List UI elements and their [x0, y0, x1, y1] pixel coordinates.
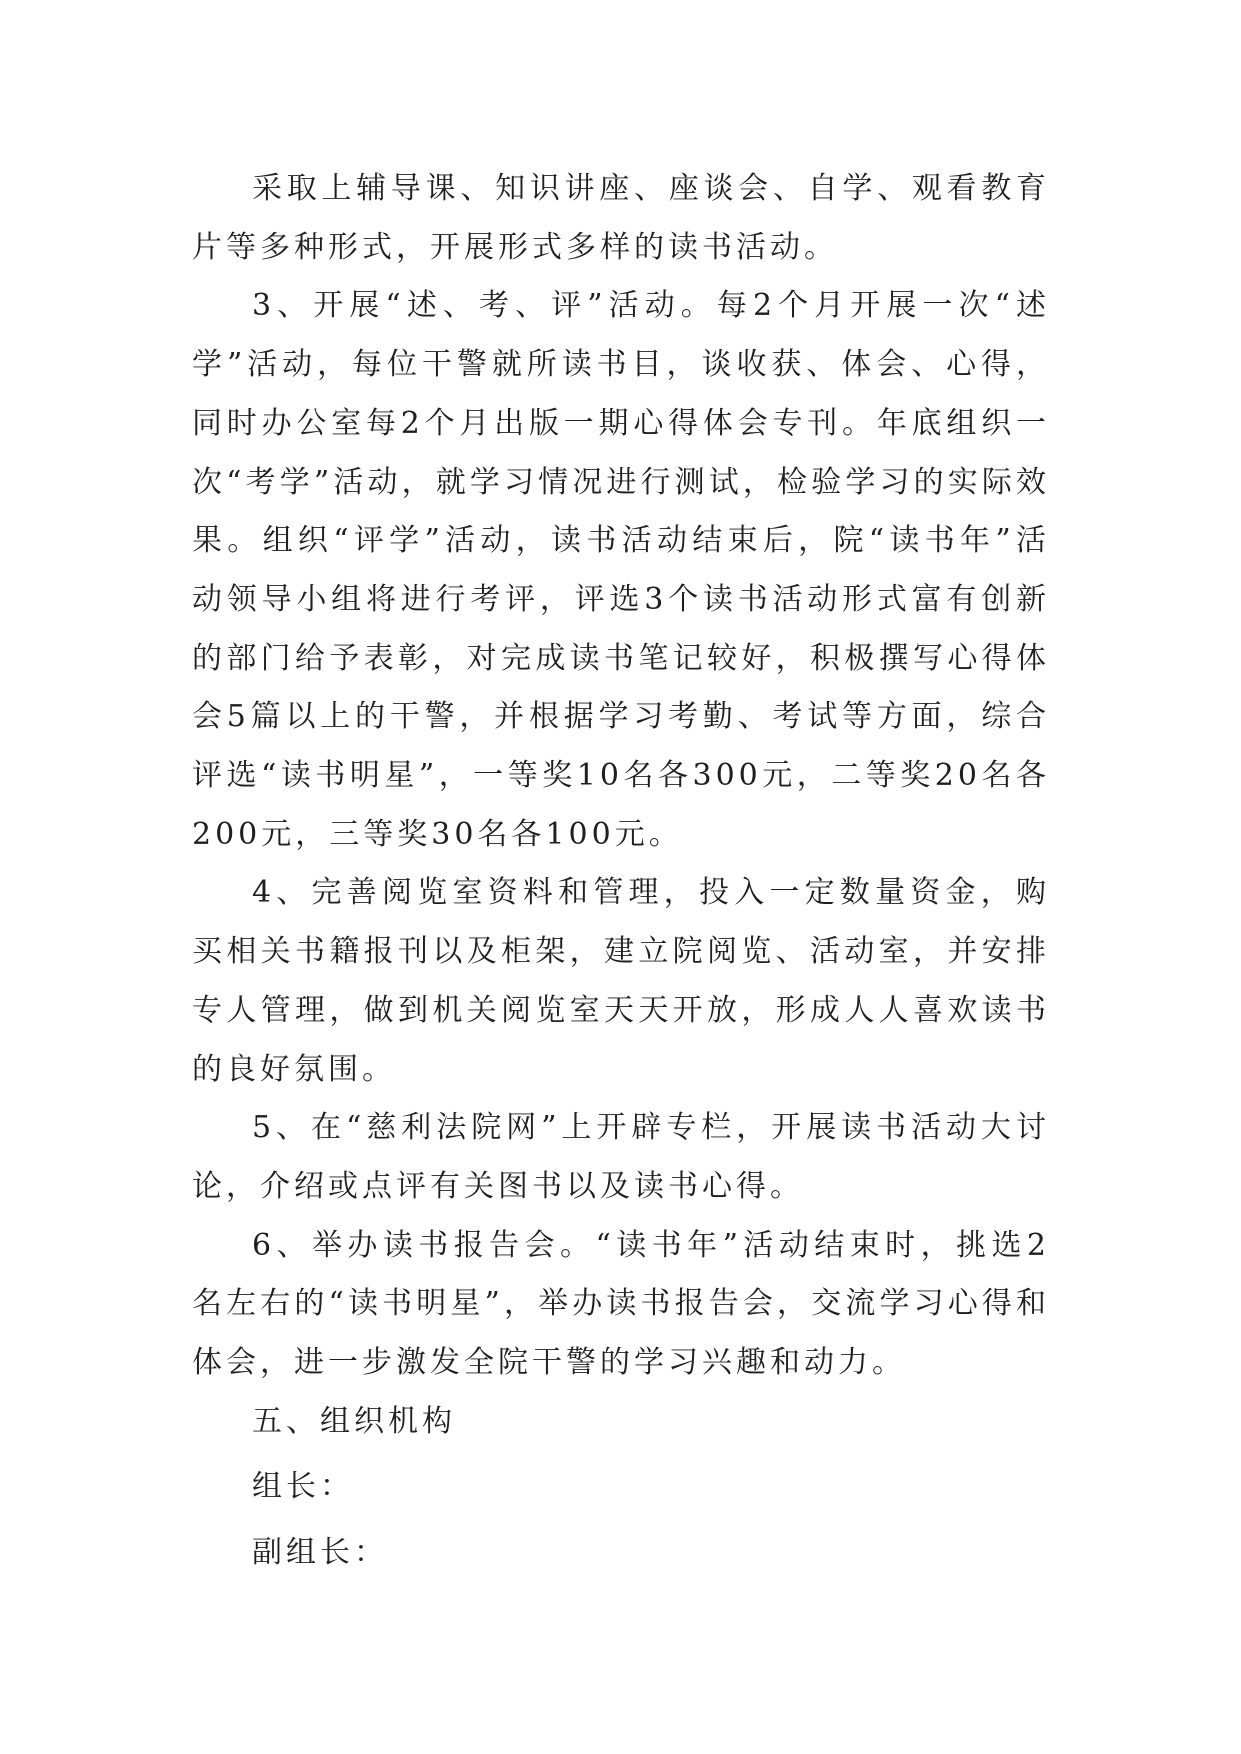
leader-label: 组长： — [252, 1469, 354, 1505]
deputy-leader-label: 副组长： — [252, 1535, 388, 1571]
paragraph-item-3-review-activities: 3、开展“述、考、评”活动。每2个月开展一次“述学”活动，每位干警就所读书目，谈收获、体会、心得，同时办公室每2个月出版一期心得体会专刊。年底组织一次“考学”活动，就学习情况进行测试，检验学习的实际效果。组织“评学”活动，读书活动结束后，院“读书年”活动领导小组将进行考评，评选3个读书活动形式富有创新的部门给予表彰，对完成读书笔记较好，积极撰写心得体会5篇以上的干警，并根据学习考勤、考试等方面，综合评选“读书明星”，一等奖10名各300元，二等奖20名各200元，三等奖30名各100元。 — [192, 288, 1050, 852]
paragraph-item-4-reading-room: 4、完善阅览室资料和管理，投入一定数量资金，购买相关书籍报刊以及柜架，建立院阅览、活动室，并安排专人管理，做到机关阅览室天天开放，形成人人喜欢读书的良好氛围。 — [192, 875, 1050, 1087]
paragraph-item-5-website-column: 5、在“慈利法院网”上开辟专栏，开展读书活动大讨论，介绍或点评有关图书以及读书心得。 — [192, 1110, 1050, 1204]
paragraph-reading-forms: 采取上辅导课、知识讲座、座谈会、自学、观看教育片等多种形式，开展形式多样的读书活动。 — [192, 171, 1050, 265]
document-body — [192, 160, 1050, 1583]
paragraph-item-6-report-meeting: 6、举办读书报告会。“读书年”活动结束时，挑选2名左右的“读书明星”，举办读书报告会，交流学习心得和体会，进一步激发全院干警的学习兴趣和动力。 — [192, 1227, 1050, 1381]
section-heading-organization: 五、组织机构 — [252, 1403, 456, 1439]
